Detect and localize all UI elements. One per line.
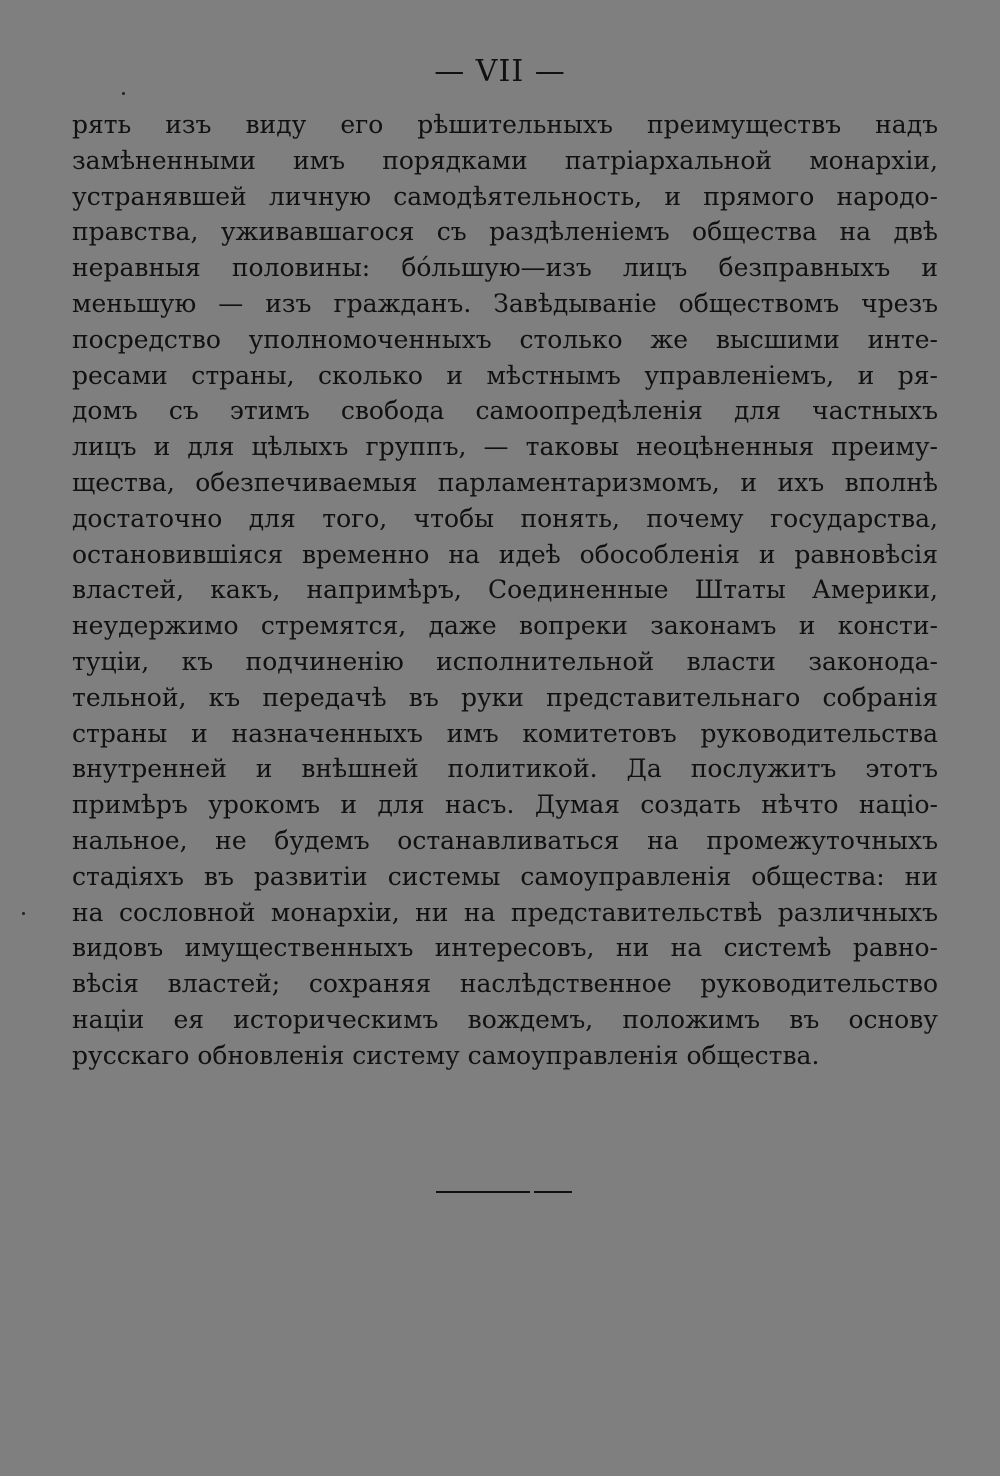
text-line: неудержимо стремятся, даже вопреки законамъ и консти-	[72, 611, 938, 641]
text-line: остановившіяся временно на идеѣ обособленія и равновѣсія	[72, 539, 938, 569]
end-rule-long	[436, 1191, 530, 1193]
text-line: достаточно для того, чтобы понять, почему государства,	[72, 503, 938, 533]
text-line: на сословной монархіи, ни на представительствѣ различныхъ	[72, 897, 938, 927]
end-rule	[436, 1191, 572, 1193]
body-text	[72, 107, 938, 1074]
text-line: видовъ имущественныхъ интересовъ, ни на системѣ равно-	[72, 933, 938, 963]
text-line: внутренней и внѣшней политикой. Да послужитъ этотъ	[72, 754, 938, 784]
text-line: устранявшей личную самодѣятельность, и прямого народо-	[72, 181, 938, 211]
text-line: вѣсія властей; сохраняя наслѣдственное руководительство	[72, 969, 938, 999]
text-line: рять изъ виду его рѣшительныхъ преимуществъ надъ	[72, 110, 938, 139]
text-line: ресами страны, сколько и мѣстнымъ управленіемъ, и ря-	[72, 360, 938, 390]
text-line: лицъ и для цѣлыхъ группъ, — таковы неоцѣненныя преиму-	[72, 432, 938, 462]
text-line: русскаго обновленія систему самоуправленія общества.	[72, 1040, 820, 1070]
text-line: щества, обезпечиваемыя парламентаризмомъ, и ихъ вполнѣ	[72, 467, 938, 497]
text-line: стадіяхъ въ развитіи системы самоуправленія общества: ни	[72, 861, 938, 891]
text-line: неравныя половины: бóльшую—изъ лицъ безправныхъ и	[72, 253, 938, 283]
text-line: властей, какъ, напримѣръ, Соединенные Штаты Америки,	[72, 575, 938, 605]
text-line: примѣръ урокомъ и для насъ. Думая создать нѣчто націо-	[72, 790, 938, 820]
text-line: туціи, къ подчиненію исполнительной власти законода-	[72, 646, 938, 676]
text-line: тельной, къ передачѣ въ руки представительнаго собранія	[72, 682, 938, 712]
print-speck	[22, 912, 25, 915]
print-speck	[122, 92, 125, 95]
text-line: посредство уполномоченныхъ столько же высшими инте-	[72, 324, 938, 354]
text-line: домъ съ этимъ свобода самоопредѣленія для частныхъ	[72, 396, 938, 426]
text-line: страны и назначенныхъ имъ комитетовъ руководительства	[72, 718, 938, 748]
text-line: меньшую — изъ гражданъ. Завѣдываніе обществомъ чрезъ	[72, 288, 938, 318]
page-number: — VII —	[434, 54, 566, 89]
text-line: нальное, не будемъ останавливаться на промежуточныхъ	[72, 825, 938, 855]
text-line: правства, уживавшагося съ раздѣленіемъ общества на двѣ	[72, 217, 938, 247]
text-line: замѣненными имъ порядками патріархальной монархіи,	[72, 145, 938, 175]
end-rule-short	[534, 1191, 572, 1193]
text-line: націи ея историческимъ вождемъ, положимъ въ основу	[72, 1004, 938, 1034]
